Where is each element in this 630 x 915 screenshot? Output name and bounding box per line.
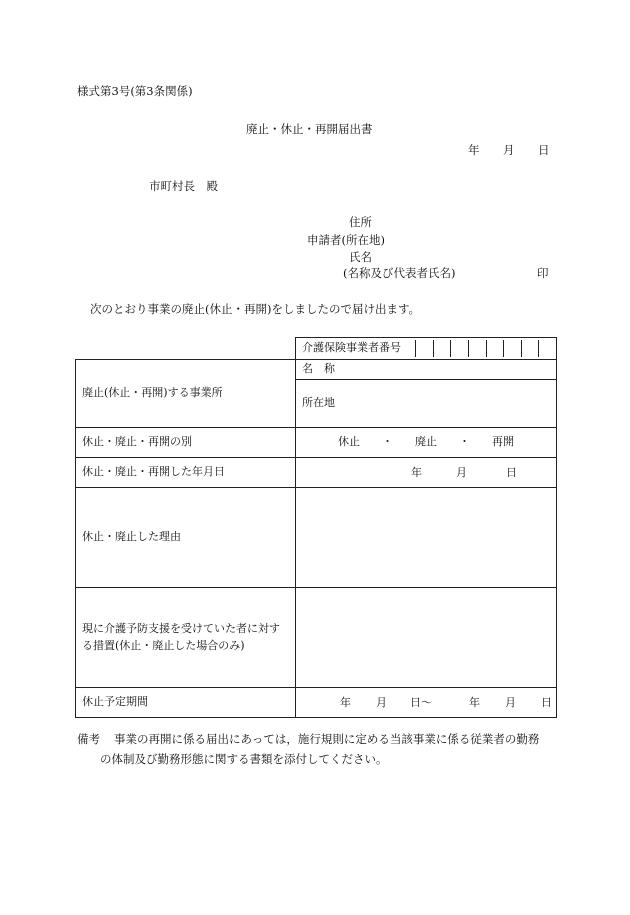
blank-corner [76,338,296,360]
date-label: 休止・廃止・再開した年月日 [76,458,296,488]
applicant-label: 申請者(所在地) [307,233,385,247]
provider-number-digit-box[interactable] [416,340,434,357]
date-month-unit: 月 [456,465,467,479]
provider-number-digit-box[interactable] [487,340,505,357]
facility-name-field[interactable] [296,360,557,380]
period-label: 休止予定期間 [76,688,296,718]
remarks-line-2: の体制及び勤務形態に関する書類を添付してください。 [100,752,388,766]
measure-label: 現に介護予防支援を受けていた者に対する措置(休止・廃止した場合のみ) [76,588,296,688]
period-start-month: 月 [376,695,387,709]
kind-option[interactable]: 休止 [338,435,360,449]
notification-table [75,337,557,718]
name-note: (名称及び代表者氏名) [343,266,456,280]
period-end-day: 日 [541,695,552,709]
form-id: 様式第3号(第3条関係) [77,84,193,98]
kind-separator: ・ [382,435,393,449]
kind-option[interactable]: 廃止 [415,435,437,449]
period-start-year: 年 [340,695,351,709]
address-label: 住所 [349,215,372,229]
facility-name-label: 名 称 [302,362,335,376]
intro-text: 次のとおり事業の廃止(休止・再開)をしましたので届け出ます。 [90,302,421,316]
provider-number-digit-box[interactable] [469,340,487,357]
date-year-unit: 年 [411,465,422,479]
name-label: 氏名 [349,250,372,264]
date-day-unit: 日 [506,465,517,479]
kind-separator: ・ [459,435,470,449]
remarks-label: 備考 [77,732,100,746]
period-field[interactable] [296,688,557,718]
reason-field[interactable] [296,488,557,588]
period-end-month: 月 [505,695,516,709]
kind-label: 休止・廃止・再開の別 [76,428,296,458]
facility-address-field[interactable] [296,380,557,428]
date-year: 年 [468,143,480,157]
addressee: 市町村長 殿 [149,179,218,193]
seal-mark: 印 [537,266,549,280]
remarks-line-1: 事業の再開に係る届出にあっては，施行規則に定める当該事業に係る従業者の勤務 [114,732,540,746]
date-day: 日 [538,143,550,157]
provider-number-digit-box[interactable] [451,340,469,357]
provider-number-digit-box[interactable] [539,340,556,357]
document-title: 廃止・休止・再開届出書 [246,122,373,136]
measure-field[interactable] [296,588,557,688]
provider-number-label: 介護保険事業者番号 [296,340,416,357]
provider-number-digit-box[interactable] [504,340,522,357]
kind-option[interactable]: 再開 [492,435,514,449]
period-end-year: 年 [469,695,480,709]
kind-options [296,434,556,451]
reason-label: 休止・廃止した理由 [76,488,296,588]
facility-address-label: 所在地 [302,396,335,410]
provider-number-field[interactable] [296,338,557,360]
date-month: 月 [503,143,515,157]
kind-field[interactable] [296,428,557,458]
date-field[interactable] [296,458,557,488]
provider-number-digit-box[interactable] [522,340,540,357]
facility-label: 廃止(休止・再開)する事業所 [76,360,296,428]
period-start-day: 日〜 [410,695,432,709]
provider-number-digit-box[interactable] [434,340,452,357]
